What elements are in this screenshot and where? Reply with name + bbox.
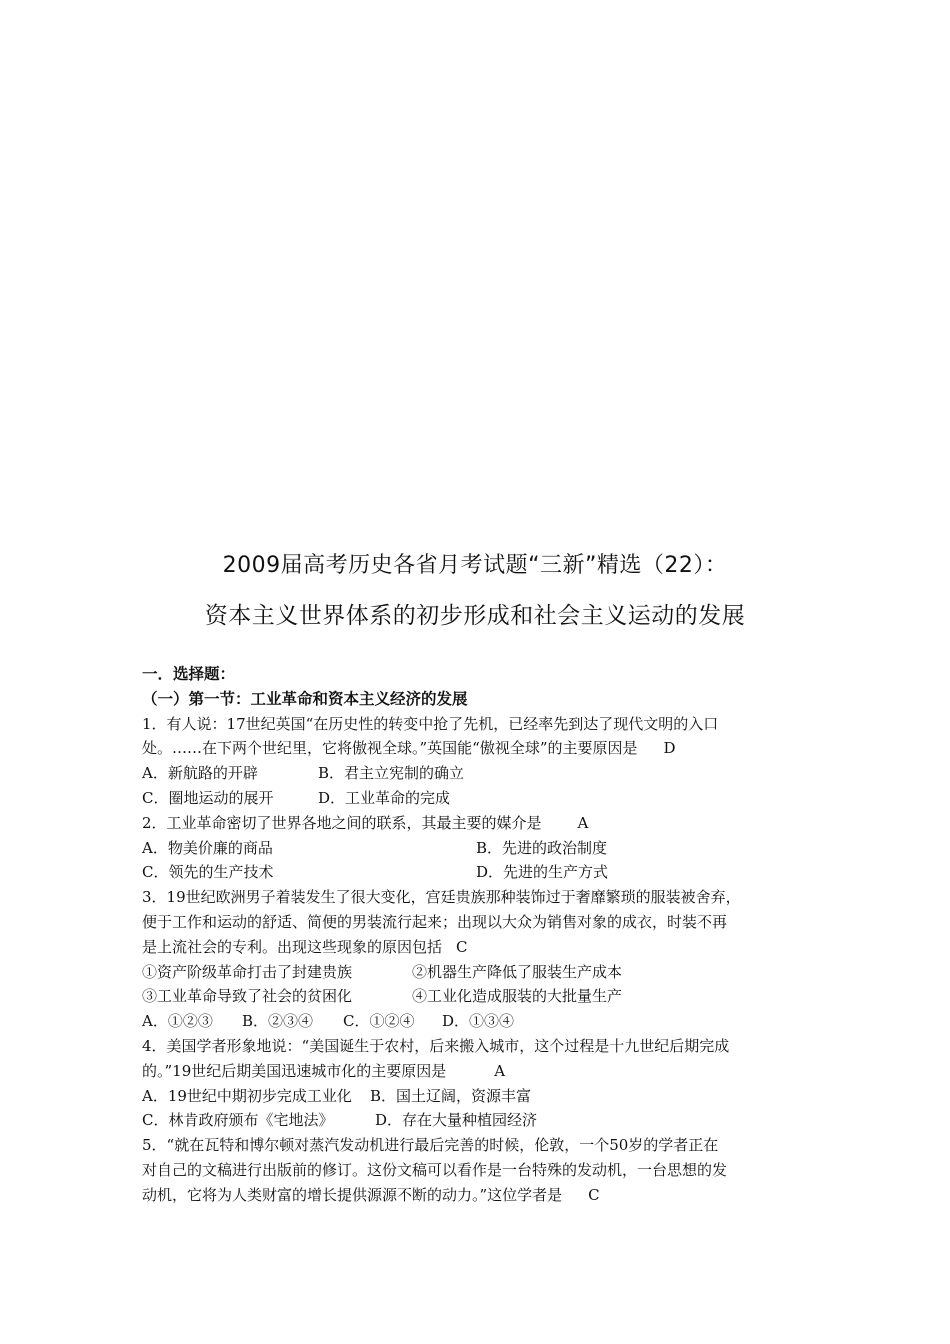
q5-stem-text: 动机，它将为人类财富的增长提供源源不断的动力。”这位学者是	[142, 1185, 563, 1204]
q4-option-c: C．林肯政府颁布《宅地法》	[142, 1111, 334, 1130]
q3-statement-4: ④工业化造成服装的大批量生产	[412, 987, 623, 1006]
q3-options-row	[142, 1009, 822, 1034]
q3-option-c: C．①②④	[343, 1012, 415, 1031]
q1-options-row2	[142, 786, 822, 811]
q4-stem-line1: 4．美国学者形象地说：“美国诞生于农村，后来搬入城市，这个过程是十九世纪后期完成	[142, 1036, 730, 1055]
question-content	[142, 662, 822, 1208]
q3-stem-text: 是上流社会的专利。出现这些现象的原因包括	[142, 937, 443, 956]
q3-stem-line1: 3．19世纪欧洲男子着装发生了很大变化，宫廷贵族那种装饰过于奢靡繁琐的服装被舍弃，	[142, 888, 741, 907]
q2-stem-line1	[142, 811, 822, 836]
q2-option-c: C．领先的生产技术	[142, 863, 274, 882]
q3-statement-1: ①资产阶级革命打击了封建贵族	[142, 962, 353, 981]
q4-option-b: B．国土辽阔，资源丰富	[370, 1086, 532, 1105]
q2-options-row2	[142, 860, 822, 885]
q3-statements-row2	[142, 984, 822, 1009]
q3-stem-line2: 便于工作和运动的舒适、简便的男装流行起来；出现以大众为销售对象的成衣，时装不再	[142, 912, 728, 931]
document-title-line2: 资本主义世界体系的初步形成和社会主义运动的发展	[204, 603, 746, 629]
q3-option-d: D．①③④	[442, 1012, 515, 1031]
q3-statements-row1	[142, 960, 822, 985]
q3-stem-line3	[142, 935, 822, 960]
q4-option-a: A．19世纪中期初步完成工业化	[142, 1086, 352, 1105]
document-title-line1: 2009届高考历史各省月考试题“三新”精选（22）：	[222, 553, 728, 578]
q2-stem-text: 2．工业革命密切了世界各地之间的联系，其最主要的媒介是	[142, 813, 542, 832]
q4-options-row1	[142, 1084, 822, 1109]
q2-option-b: B．先进的政治制度	[476, 838, 608, 857]
q2-answer: A	[577, 813, 589, 832]
q4-stem-text: 的。”19世纪后期美国迅速城市化的主要原因是	[142, 1061, 447, 1080]
q1-answer: D	[663, 739, 676, 758]
subsection-heading: （一）第一节：工业革命和资本主义经济的发展	[142, 689, 468, 708]
q5-answer: C	[588, 1185, 600, 1204]
q1-option-a: A．新航路的开辟	[142, 764, 258, 783]
q3-option-a: A．①②③	[142, 1012, 213, 1031]
q5-stem-line2: 对自己的文稿进行出版前的修订。这份文稿可以看作是一台特殊的发动机，一台思想的发	[142, 1160, 728, 1179]
q4-stem-line2	[142, 1059, 822, 1084]
q3-option-b: B．②③④	[242, 1012, 314, 1031]
q2-option-a: A．物美价廉的商品	[142, 838, 273, 857]
q4-options-row2	[142, 1108, 822, 1133]
q5-stem-line1: 5．“就在瓦特和博尔顿对蒸汽发动机进行最后完善的时候，伦敦，一个50岁的学者正在	[142, 1136, 719, 1155]
q4-option-d: D．存在大量种植园经济	[375, 1111, 538, 1130]
q1-stem-line1: 1．有人说：17世纪英国“在历史性的转变中抢了先机，已经率先到达了现代文明的入口	[142, 714, 719, 733]
q5-stem-line3	[142, 1183, 822, 1208]
q1-option-d: D．工业革命的完成	[318, 788, 451, 807]
section-heading: 一．选择题：	[142, 665, 236, 683]
q3-answer: C	[456, 937, 468, 956]
q1-stem-text: 处。……在下两个世纪里，它将傲视全球。”英国能“傲视全球”的主要原因是	[142, 739, 638, 758]
q4-answer: A	[494, 1061, 506, 1080]
q3-statement-3: ③工业革命导致了社会的贫困化	[142, 987, 353, 1006]
q3-statement-2: ②机器生产降低了服装生产成本	[412, 962, 623, 981]
q1-option-c: C．圈地运动的展开	[142, 788, 274, 807]
q1-option-b: B．君主立宪制的确立	[318, 764, 465, 783]
q2-option-d: D．先进的生产方式	[476, 863, 609, 882]
q1-options-row1	[142, 761, 822, 786]
q2-options-row1	[142, 836, 822, 861]
q1-stem-line2	[142, 736, 822, 761]
